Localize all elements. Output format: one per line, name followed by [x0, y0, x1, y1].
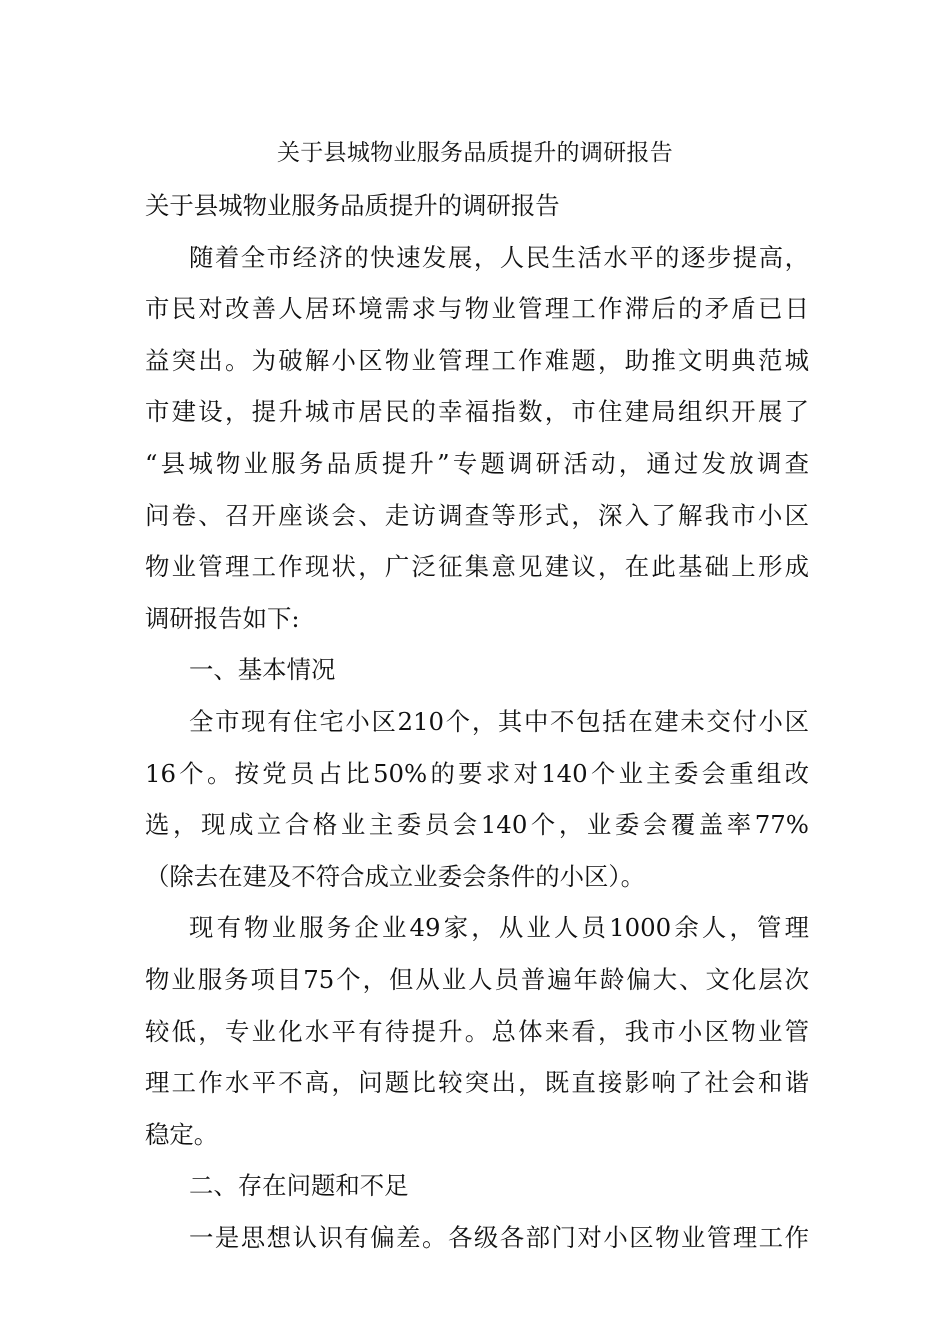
paragraph-line: 稳定。 — [145, 1119, 219, 1149]
paragraph-line: 选，现成立合格业主委员会140个，业委会覆盖率77% — [145, 810, 809, 840]
paragraph-line: 理工作水平不高，问题比较突出，既直接影响了社会和谐 — [145, 1068, 809, 1098]
paragraph-line: 一是思想认识有偏差。各级各部门对小区物业管理工作 — [189, 1222, 809, 1252]
document-body — [145, 180, 809, 1263]
document-title: 关于县城物业服务品质提升的调研报告 — [276, 140, 674, 166]
paragraph-line: 物业服务项目75个，但从业人员普遍年龄偏大、文化层次 — [145, 964, 809, 994]
paragraph-line: 全市现有住宅小区210个，其中不包括在建未交付小区 — [189, 706, 809, 736]
subtitle-line: 关于县城物业服务品质提升的调研报告 — [145, 191, 560, 220]
paragraph-line: 物业管理工作现状，广泛征集意见建议，在此基础上形成 — [145, 552, 809, 582]
section-heading: 一、基本情况 — [189, 655, 336, 685]
paragraph-line: 市民对改善人居环境需求与物业管理工作滞后的矛盾已日 — [145, 294, 809, 324]
paragraph-line: 调研报告如下: — [145, 603, 300, 633]
paragraph-line: 现有物业服务企业49家，从业人员1000余人，管理 — [189, 913, 809, 943]
paragraph-line: 益突出。为破解小区物业管理工作难题，助推文明典范城 — [145, 345, 809, 375]
paragraph-line: 较低，专业化水平有待提升。总体来看，我市小区物业管 — [145, 1016, 809, 1046]
paragraph-line: 随着全市经济的快速发展，人民生活水平的逐步提高， — [189, 242, 809, 272]
section-heading: 二、存在问题和不足 — [189, 1171, 409, 1201]
paragraph-line: 问卷、召开座谈会、走访调查等形式，深入了解我市小区 — [145, 500, 809, 530]
paragraph-line: 16个。按党员占比50%的要求对140个业主委会重组改 — [145, 758, 809, 788]
paragraph-line: （除去在建及不符合成立业委会条件的小区）。 — [145, 861, 646, 891]
paragraph-line: 市建设，提升城市居民的幸福指数，市住建局组织开展了 — [145, 397, 809, 427]
paragraph-line: “县城物业服务品质提升”专题调研活动，通过发放调查 — [145, 448, 809, 478]
